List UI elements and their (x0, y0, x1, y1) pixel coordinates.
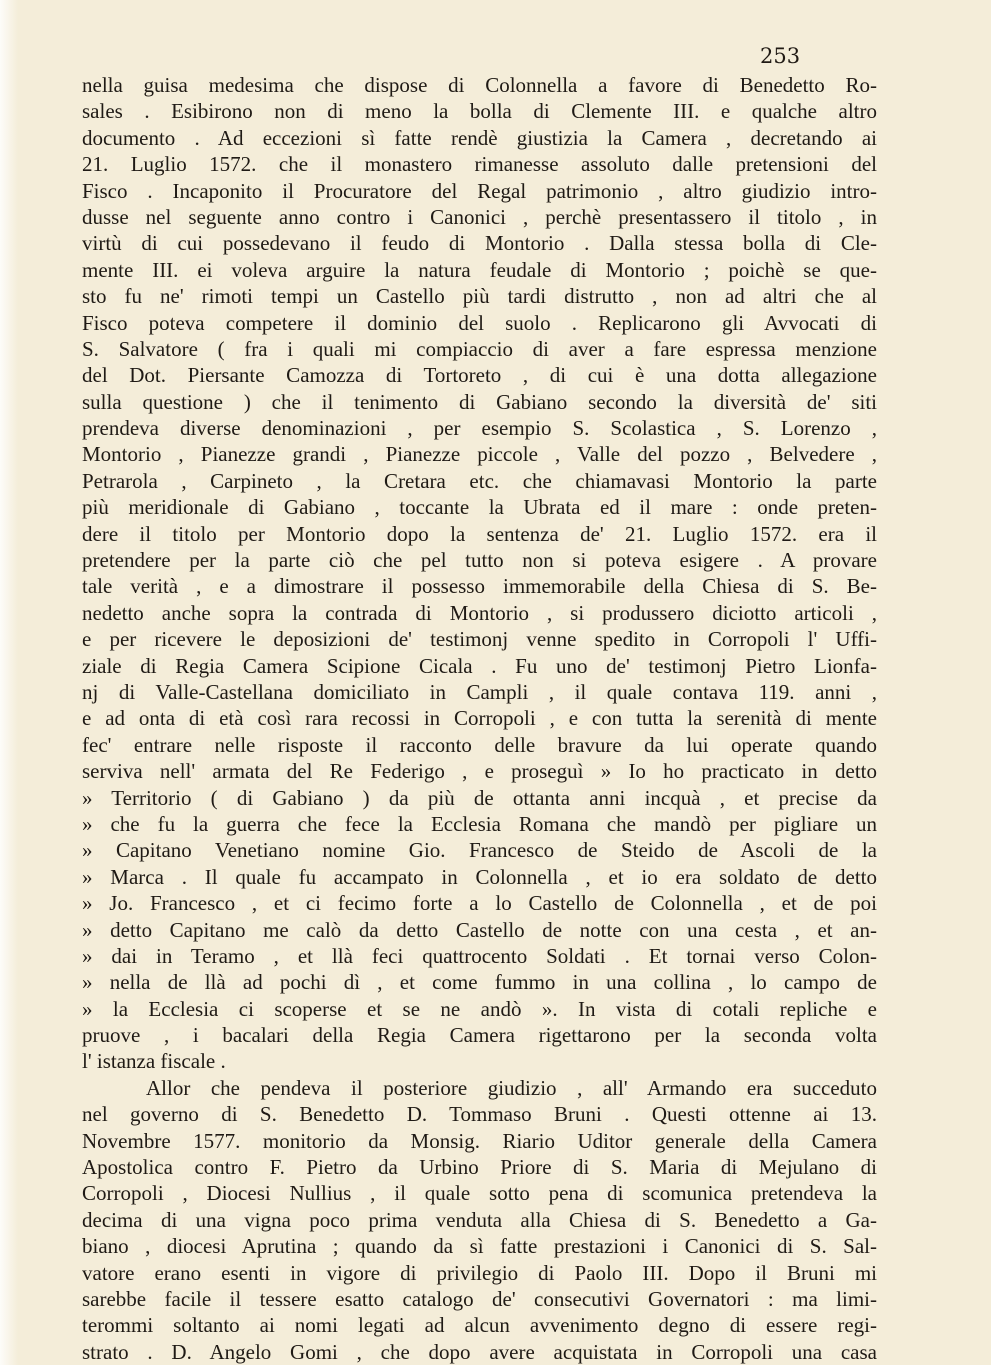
text-line: 21. Luglio 1572. che il monastero rimanesse assoluto dalle pretensioni del (82, 152, 877, 177)
text-line: Fisco poteva competere il dominio del suolo . Replicarono gli Avvocati di (82, 310, 877, 335)
text-line: nj di Valle-Castellana domiciliato in Campli , il quale contava 119. anni , (82, 679, 877, 704)
text-line: ziale di Regia Camera Scipione Cicala . Fu uno de' testimonj Pietro Lionfa- (82, 653, 877, 678)
text-line: dere il titolo per Montorio dopo la sentenza de' 21. Luglio 1572. era il (82, 521, 877, 546)
text-line: prendeva diverse denominazioni , per esempio S. Scolastica , S. Lorenzo , (82, 416, 877, 441)
text-line: nella guisa medesima che dispose di Colonnella a favore di Benedetto Ro- (82, 73, 877, 97)
text-line: terommi soltanto ai nomi legati ad alcun avvenimento degno di essere regi- (82, 1313, 877, 1338)
text-line: vatore erano esenti in vigore di privilegio di Paolo III. Dopo il Bruni mi (82, 1260, 877, 1285)
page-number: 253 (760, 44, 801, 68)
text-line: » Jo. Francesco , et ci fecimo forte a lo Castello de Colonnella , et de poi (82, 891, 877, 916)
text-line: » che fu la guerra che fece la Ecclesia Romana che mandò per pigliare un (82, 811, 877, 836)
text-line: Petrarola , Carpineto , la Cretara etc. che chiamavasi Montorio la parte (82, 468, 877, 493)
text-line: S. Salvatore ( fra i quali mi compiaccio di aver a fare espressa menzione (82, 336, 877, 361)
text-line: documento . Ad eccezioni sì fatte rendè giustizia la Camera , decretando ai (82, 125, 877, 150)
page-edge (0, 0, 18, 1365)
text-line: pruove , i bacalari della Regia Camera rigettarono per la seconda volta (82, 1023, 877, 1048)
text-line: » dai in Teramo , et llà feci quattrocento Soldati . Et tornai verso Colon- (82, 943, 877, 968)
text-line: mente III. ei voleva arguire la natura feudale di Montorio ; poichè se que- (82, 257, 877, 282)
text-line: Apostolica contro F. Pietro da Urbino Priore di S. Maria di Mejulano di (82, 1155, 877, 1180)
text-line: Novembre 1577. monitorio da Monsig. Riario Uditor generale della Camera (82, 1128, 877, 1153)
text-line: » Marca . Il quale fu accampato in Colonnella , et io era soldato de detto (82, 864, 877, 889)
text-line: tale verità , e a dimostrare il possesso immemorabile della Chiesa di S. Be- (82, 574, 877, 599)
text-line: strato . D. Angelo Gomi , che dopo avere acquistata in Corropoli una casa (82, 1339, 877, 1364)
text-line: » Territorio ( di Gabiano ) da più de ottanta anni incquà , et precise da (82, 785, 877, 810)
text-line: e ad onta di età così rara recossi in Corropoli , e con tutta la serenità di mente (82, 706, 877, 731)
text-line: l' istanza fiscale . (82, 1049, 226, 1074)
text-line: sto fu ne' rimoti tempi un Castello più tardi distrutto , non ad altri che al (82, 284, 877, 309)
body-text (82, 72, 877, 1365)
text-line: Montorio , Pianezze grandi , Pianezze piccole , Valle del pozzo , Belvedere , (82, 442, 877, 467)
text-line: dusse nel seguente anno contro i Canonici , perchè presentassero il titolo , in (82, 204, 877, 229)
text-line: virtù di cui possedevano il feudo di Montorio . Dalla stessa bolla di Cle- (82, 231, 877, 256)
text-line: pretendere per la parte ciò che pel tutto non si poteva esigere . A provare (82, 548, 877, 573)
text-line: » Capitano Venetiano nomine Gio. Francesco de Steido de Ascoli de la (82, 838, 877, 863)
text-line: fec' entrare nelle risposte il racconto delle bravure da lui operate quando (82, 732, 877, 757)
text-line: serviva nell' armata del Re Federigo , e proseguì » Io ho practicato in detto (82, 759, 877, 784)
text-line: nedetto anche sopra la contrada di Montorio , si produssero diciotto articoli , (82, 600, 877, 625)
text-line: nel governo di S. Benedetto D. Tommaso Bruni . Questi ottenne ai 13. (82, 1102, 877, 1127)
text-line: e per ricevere le deposizioni de' testimonj venne spedito in Corropoli l' Uffi- (82, 627, 877, 652)
text-line: Corropoli , Diocesi Nullius , il quale sotto pena di scomunica pretendeva la (82, 1181, 877, 1206)
text-line: Allor che pendeva il posteriore giudizio , all' Armando era succeduto (146, 1075, 877, 1100)
text-line: sulla questione ) che il tenimento di Gabiano secondo la diversità de' siti (82, 389, 877, 414)
text-line: più meridionale di Gabiano , toccante la Ubrata ed il mare : onde preten- (82, 495, 877, 520)
text-line: biano , diocesi Aprutina ; quando da sì fatte prestazioni i Canonici di S. Sal- (82, 1234, 877, 1259)
text-line: Fisco . Incaponito il Procuratore del Regal patrimonio , altro giudizio intro- (82, 178, 877, 203)
text-line: » nella de llà ad pochi dì , et come fummo in una collina , lo campo de (82, 970, 877, 995)
text-line: sarebbe facile il tessere esatto catalogo de' consecutivi Governatori : ma limi- (82, 1286, 877, 1311)
text-line: » la Ecclesia ci scoperse et se ne andò ». In vista di cotali repliche e (82, 996, 877, 1021)
text-line: del Dot. Piersante Camozza di Tortoreto , di cui è una dotta allegazione (82, 363, 877, 388)
text-line: » detto Capitano me calò da detto Castello de notte con una cesta , et an- (82, 917, 877, 942)
text-line: sales . Esibirono non di meno la bolla di Clemente III. e qualche altro (82, 99, 877, 124)
text-line: decima di una vigna poco prima venduta alla Chiesa di S. Benedetto a Ga- (82, 1207, 877, 1232)
